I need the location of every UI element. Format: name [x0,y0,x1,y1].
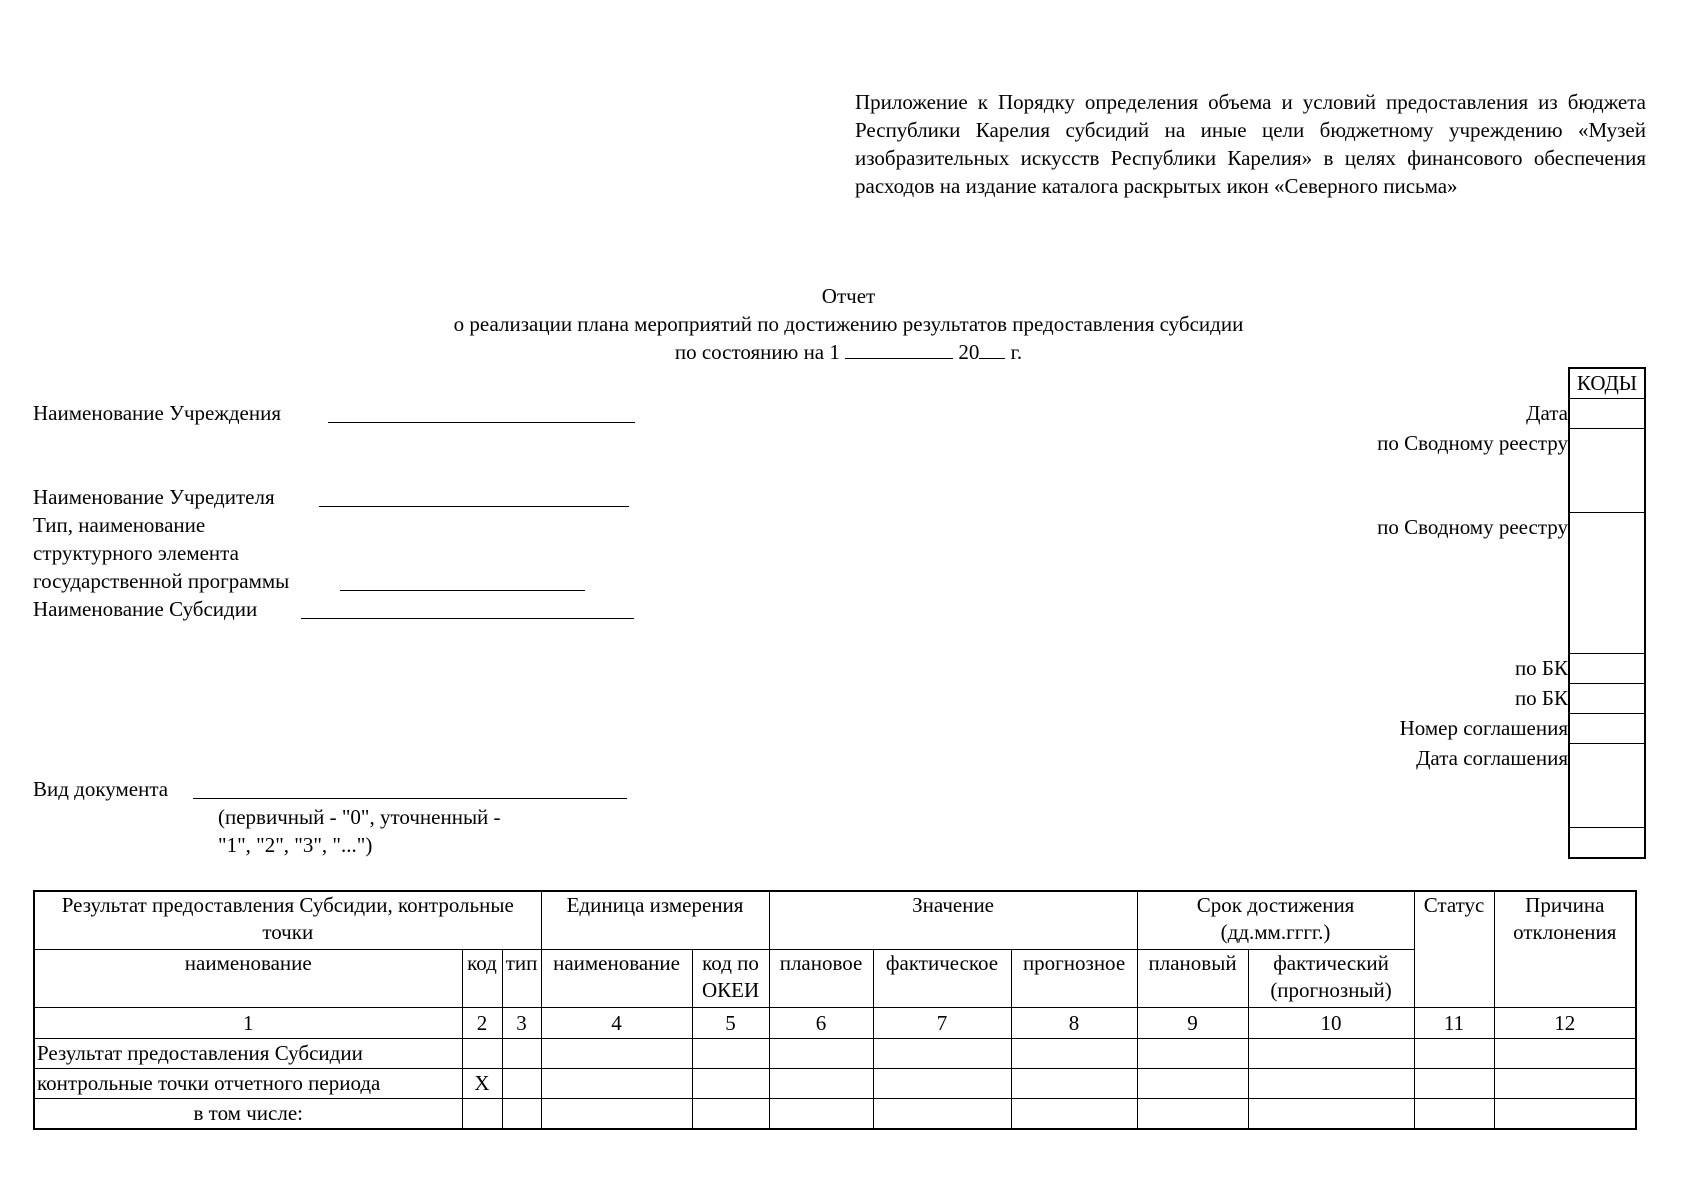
header-deadline: Срок достижения (дд.мм.гггг.) [1137,891,1414,949]
report-date-year-blank[interactable] [979,338,1005,359]
cell[interactable] [769,1099,873,1129]
header-status: Статус [1414,891,1494,1007]
column-number: 8 [1011,1007,1137,1038]
header-reason: Причина отклонения [1494,891,1636,1007]
header-unit: Единица измерения [541,891,769,949]
cell[interactable] [692,1069,769,1099]
codes-date-cell[interactable] [1570,399,1644,429]
codes-bk-label-2: по БК [1514,686,1568,710]
header-planned: плановое [769,949,873,1007]
column-number: 9 [1137,1007,1248,1038]
cell[interactable] [1414,1099,1494,1129]
report-date-prefix: по состоянию на 1 [674,340,840,364]
table-row [34,1039,1636,1069]
cell[interactable] [1494,1099,1636,1129]
header-code: код [462,949,502,1007]
report-subtitle: о реализации плана мероприятий по достижению результатов предоставления субсидии [453,312,1244,336]
report-date-month-blank[interactable] [845,338,953,359]
header-deadline-planned: плановый [1137,949,1248,1007]
row-code[interactable] [462,1099,502,1129]
report-date-suffix: г. [1010,340,1023,364]
cell[interactable] [1248,1069,1414,1099]
cell[interactable] [769,1039,873,1069]
agreement-number-cell[interactable] [1570,714,1644,744]
row-name: контрольные точки отчетного периода [34,1069,462,1099]
cell[interactable] [1011,1069,1137,1099]
cell[interactable] [1414,1039,1494,1069]
cell[interactable] [692,1099,769,1129]
codes-registry-cell-2[interactable] [1570,513,1644,654]
column-number: 7 [873,1007,1011,1038]
column-number: 4 [541,1007,692,1038]
header-actual: фактическое [873,949,1011,1007]
appendix-note: Приложение к Порядку определения объема и условий предоставления из бюджета Республики Карелия субсидий на иные цели бюджетному учреждению «Музей изобразительных искусств Республики Карелия» в целях финансового обеспечения расходов на издание каталога раскрытых икон «Северного письма» [855,90,1646,198]
report-date-year: 20 [958,340,980,364]
header-type: тип [502,949,541,1007]
cell[interactable] [1137,1099,1248,1129]
program-type-label-2: структурного элемента [33,541,239,565]
cell[interactable] [692,1039,769,1069]
codes-registry-cell-1[interactable] [1570,429,1644,513]
column-number: 6 [769,1007,873,1038]
doc-type-label: Вид документа [33,777,169,801]
cell[interactable] [1248,1099,1414,1129]
column-number: 11 [1414,1007,1494,1038]
header-value: Значение [769,891,1137,949]
cell[interactable] [1011,1039,1137,1069]
cell[interactable] [1494,1039,1636,1069]
table-row [34,1069,1636,1099]
cell[interactable] [1011,1099,1137,1129]
cell[interactable] [502,1099,541,1129]
founder-field[interactable] [319,506,629,507]
codes-registry-label-1: по Сводному реестру [1377,431,1568,455]
codes-bk-cell-2[interactable] [1570,684,1644,714]
table-row [34,1099,1636,1129]
subsidy-label: Наименование Субсидии [33,597,258,621]
codes-registry-label-2: по Сводному реестру [1377,515,1568,539]
doc-type-hint-2: "1", "2", "3", "...") [218,833,373,857]
institution-field[interactable] [328,422,635,423]
cell[interactable] [502,1039,541,1069]
row-name: в том числе: [34,1099,462,1129]
column-number: 3 [502,1007,541,1038]
row-code[interactable]: X [462,1069,502,1099]
header-result: Результат предоставления Субсидии, контрольные точки [34,891,541,949]
cell[interactable] [541,1069,692,1099]
cell[interactable] [1248,1039,1414,1069]
cell[interactable] [1137,1069,1248,1099]
report-date-line [0,338,1697,366]
doc-type-hint-1: (первичный - "0", уточненный - [218,805,501,829]
column-number: 2 [462,1007,502,1038]
cell[interactable] [541,1039,692,1069]
cell[interactable] [873,1039,1011,1069]
codes-header: КОДЫ [1570,369,1644,399]
program-type-label-1: Тип, наименование [33,513,206,537]
cell[interactable] [541,1099,692,1129]
cell[interactable] [873,1099,1011,1129]
column-number: 12 [1494,1007,1636,1038]
cell[interactable] [1414,1069,1494,1099]
cell[interactable] [502,1069,541,1099]
codes-bk-cell-1[interactable] [1570,654,1644,684]
column-number: 1 [34,1007,462,1038]
cell[interactable] [873,1069,1011,1099]
codes-bk-label-1: по БК [1514,656,1568,680]
codes-box [1568,367,1646,859]
row-name: Результат предоставления Субсидии [34,1039,462,1069]
row-code[interactable] [462,1039,502,1069]
column-number: 5 [692,1007,769,1038]
institution-label: Наименование Учреждения [33,401,281,425]
codes-extra-cell[interactable] [1570,828,1644,858]
report-title: Отчет [821,284,876,308]
cell[interactable] [1494,1069,1636,1099]
header-deadline-actual: фактический (прогнозный) [1248,949,1414,1007]
subsidy-field[interactable] [301,618,634,619]
agreement-date-cell[interactable] [1570,744,1644,828]
header-okei: код по ОКЕИ [692,949,769,1007]
agreement-number-label: Номер соглашения [1399,716,1568,740]
cell[interactable] [769,1069,873,1099]
results-table [33,890,1637,1130]
program-type-field[interactable] [340,590,585,591]
cell[interactable] [1137,1039,1248,1069]
agreement-date-label: Дата соглашения [1416,746,1568,770]
program-type-label-3: государственной программы [33,569,290,593]
column-number: 10 [1248,1007,1414,1038]
header-name: наименование [34,949,462,1007]
doc-type-field[interactable] [193,798,627,799]
founder-label: Наименование Учредителя [33,485,275,509]
header-forecast: прогнозное [1011,949,1137,1007]
codes-date-label: Дата [1526,401,1568,425]
header-unit-name: наименование [541,949,692,1007]
